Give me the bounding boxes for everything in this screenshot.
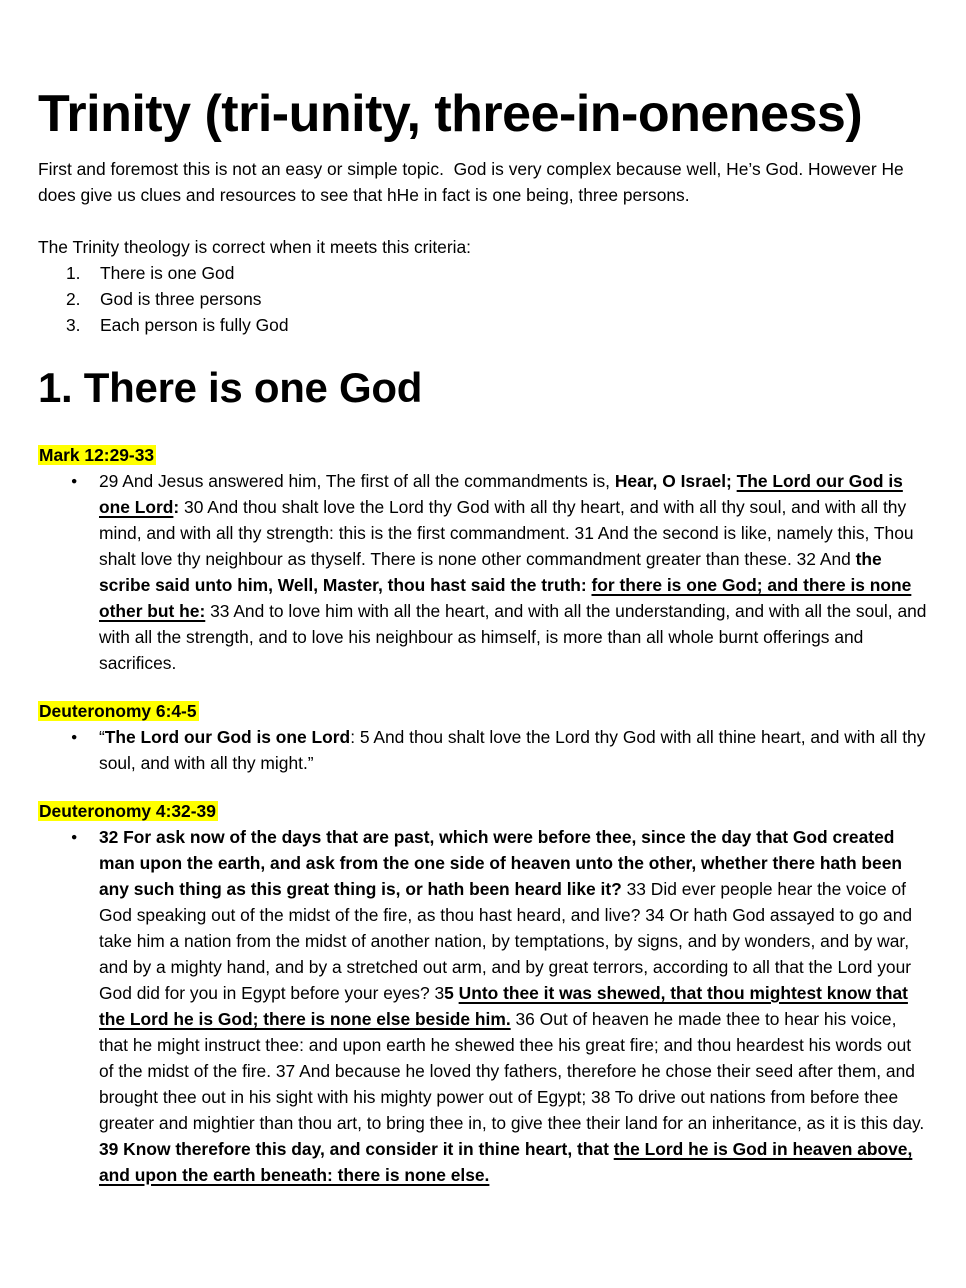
criteria-item-label: Each person is fully God: [100, 315, 289, 335]
criteria-lead: The Trinity theology is correct when it meets this criteria:: [38, 237, 471, 257]
passage-text: [99, 468, 930, 676]
passages: [38, 442, 930, 1188]
list-number: 2.: [66, 289, 81, 309]
text-run: :: [173, 497, 180, 517]
text-run: 39 Know therefore this day, and consider it in thine heart, that: [99, 1139, 614, 1159]
text-run: 32 For ask now of the days that are past, which were before thee, since the day that God created man upon the earth, and ask from the one side of heaven unto the other, whether there hath been any such thing as this great thing is, or hath been heard like it?: [99, 827, 902, 899]
passage-bullet-row: [38, 468, 930, 676]
section-heading: 1. There is one God: [38, 364, 423, 411]
bullet-icon: ●: [71, 731, 78, 743]
text-run: 29 And Jesus answered him, The first of all the commandments is,: [99, 471, 615, 491]
text-run: The Lord our God is one Lord: [104, 727, 351, 747]
passage-reference: Mark 12:29-33: [39, 445, 155, 465]
list-number: 3.: [66, 315, 81, 335]
criteria-list: [38, 260, 930, 338]
text-run: 33 Did ever people hear the voice of God speaking out of the midst of the fire, as thou hast heard, and live? 34 Or hath God assayed to go and take him a nation from the midst of another nation, by temptations, by signs, and by wonders, and by war, and by a mighty hand, and by a stretched out arm, and by great terrors, according to all that the Lord your God did for you in Egypt before your eyes? 3: [99, 879, 913, 1003]
passage: [38, 798, 930, 1188]
text-run: for there is one God; and there is none other but he:: [99, 575, 912, 621]
text-run: Unto thee it was shewed, that thou mightest know that the Lord he is God; there is none else beside him.: [99, 983, 908, 1029]
criteria-item: [38, 286, 930, 312]
text-run: 5: [444, 983, 459, 1003]
passage-text: [99, 824, 930, 1188]
passage-bullet-row: [38, 724, 930, 776]
bullet-icon: ●: [71, 475, 78, 487]
text-run: 33 And to love him with all the heart, and with all the understanding, and with all the soul, and with all the strength, and to love his neighbour as himself, is more than all whole burnt offerings and sacrifices.: [99, 601, 927, 673]
text-run: The Lord our God is one Lord: [99, 471, 903, 517]
criteria-item-label: There is one God: [100, 263, 235, 283]
passage-reference: Deuteronomy 6:4-5: [39, 701, 197, 721]
text-run: “: [99, 727, 105, 747]
text-run: the scribe said unto him, Well, Master, thou hast said the truth:: [99, 549, 882, 595]
passage-bullet-row: [38, 824, 930, 1188]
text-run: 36 Out of heaven he made thee to hear his voice, that he might instruct thee: and upon earth he shewed thee his great fire; and thou heardest his words out of the midst of the fire. 37 And because he loved thy fathers, therefore he chose their seed after them, and brought thee out in his sight with his mighty power out of Egypt; 38 To drive out nations from before thee greater and mightier than thou art, to bring thee in, to give thee their land for an inheritance, as it is this day.: [99, 1009, 925, 1133]
bullet-icon: ●: [71, 831, 78, 843]
text-run: Hear, O Israel;: [614, 471, 737, 491]
passage-text: [99, 724, 930, 776]
passage-reference-line: [38, 442, 930, 468]
intro-paragraph: First and foremost this is not an easy or simple topic. God is very complex because well, He’s God. However He does give us clues and resources to see that hHe in fact is one being, three persons.: [38, 159, 909, 205]
passage-reference: Deuteronomy 4:32-39: [39, 801, 216, 821]
text-run: the Lord he is God in heaven above, and upon the earth beneath: there is none else.: [99, 1139, 913, 1185]
text-run: : 5 And thou shalt love the Lord thy God with all thine heart, and with all thy soul, and with all thy might.”: [99, 727, 926, 773]
document-title: Trinity (tri-unity, three-in-oneness): [38, 85, 863, 143]
criteria-item-label: God is three persons: [100, 289, 262, 309]
passage-reference-line: [38, 698, 930, 724]
passage: [38, 698, 930, 776]
passage: [38, 442, 930, 676]
criteria-item: [38, 312, 930, 338]
passage-reference-line: [38, 798, 930, 824]
list-number: 1.: [66, 263, 81, 283]
criteria-item: [38, 260, 930, 286]
text-run: 30 And thou shalt love the Lord thy God with all thy heart, and with all thy soul, and with all thy mind, and with all thy strength: this is the first commandment. 31 And the second is like, namely this, Thou shalt love thy neighbour as thyself. There is none other commandment greater than these. 32 And: [99, 497, 914, 569]
